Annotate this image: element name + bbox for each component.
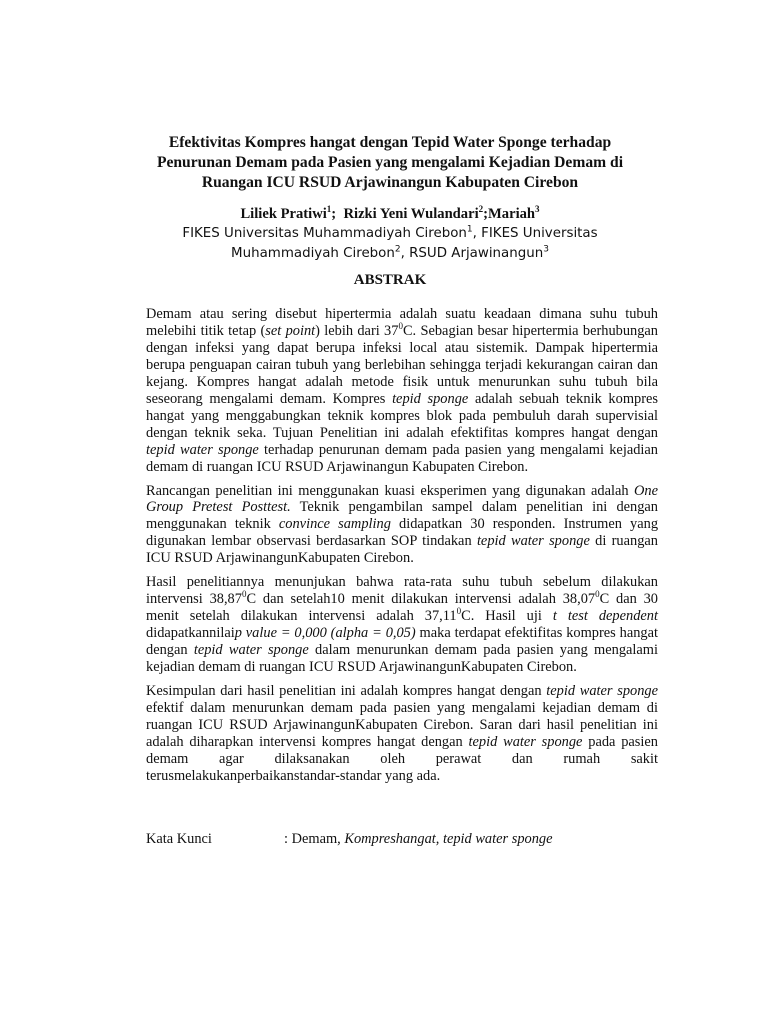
- keywords-label: Kata Kunci: [146, 831, 212, 847]
- p2-italic-2: convince sampling: [278, 516, 391, 533]
- p1-italic-2: tepid sponge: [392, 390, 469, 407]
- title-line-2: Penurunan Demam pada Pasien yang mengalami Kejadian Demam di: [156, 154, 624, 171]
- p1-degree-sup: 0: [398, 321, 403, 332]
- author-2-sup: 2: [478, 204, 484, 215]
- p4-italic-1: tepid water sponge: [546, 683, 658, 700]
- author-1: Liliek Pratiwi: [240, 206, 327, 222]
- p3-text-4: C. Hasil uji: [461, 608, 553, 625]
- paper-title: [120, 133, 660, 193]
- title-line-1: Efektivitas Kompres hangat dengan Tepid Water Sponge terhadap: [168, 134, 612, 151]
- p1-text-2: ) lebih dari 37: [315, 322, 399, 339]
- author-2: Rizki Yeni Wulandari: [343, 206, 479, 222]
- author-1-sup: 1: [326, 204, 332, 215]
- p3-italic-1: t test dependent: [552, 608, 658, 625]
- p4-text-3: pada pasien demam agar dilaksanakan oleh perawat dan rumah sakit terusmelakukanperbaikanstandar-standar yang ada.: [146, 733, 658, 784]
- p3-italic-3: tepid water sponge: [193, 642, 309, 659]
- p3-degree-sup-1: 0: [241, 589, 247, 600]
- author-separator-2: ;: [483, 206, 489, 222]
- abstract-paragraph-2: [146, 483, 658, 568]
- abstract-body: [146, 306, 658, 792]
- affiliation-2-sup: 2: [394, 244, 401, 255]
- author-names: [120, 205, 660, 224]
- p1-italic-3: tepid water sponge: [146, 441, 259, 458]
- author-block: [120, 205, 660, 264]
- p2-text-3: didapatkan 30 responden. Instrumen yang digunakan lembar observasi berdasarkan SOP tindakan: [146, 516, 659, 550]
- p3-text-3: C dan 30 menit setelah dilakukan intervensi adalah 37,11: [146, 591, 658, 625]
- affiliation-3-sup: 3: [543, 244, 549, 255]
- p3-text-6: maka terdapat efektifitas kompres hangat dengan: [146, 625, 658, 659]
- abstract-paragraph-3: [146, 574, 658, 676]
- p1-text-4: adalah sebuah teknik kompres hangat yang menggabungkan teknik kompres blok pada pembuluh darah supervisial dengan teknik seka. Tujuan Penelitian ini adalah efektifitas kompres hangat dengan: [146, 390, 658, 441]
- title-line-3: Ruangan ICU RSUD Arjawinangun Kabupaten Cirebon: [201, 174, 579, 191]
- author-3-sup: 3: [535, 204, 540, 215]
- abstract-paragraph-4: [146, 683, 658, 785]
- p3-text-2: C dan setelah10 menit dilakukan intervensi adalah 38,07: [246, 591, 596, 608]
- affiliation-line-2: [120, 244, 660, 264]
- p3-degree-sup-3: 0: [456, 606, 462, 617]
- p1-text-1: Demam atau sering disebut hipertermia adalah suatu keadaan dimana suhu tubuh melebihi titik tetap (: [146, 306, 658, 339]
- keywords-line: [146, 830, 658, 848]
- p2-text-2: Teknik pengambilan sampel dalam penelitian ini dengan menggunakan teknik: [146, 499, 658, 533]
- affiliation-line-1: [120, 224, 660, 244]
- affiliation-1-sup: 1: [466, 224, 473, 235]
- p1-italic-1: set point: [265, 322, 316, 339]
- p3-text-5: didapatkannilai: [146, 625, 235, 642]
- p2-text-1: Rancangan penelitian ini menggunakan kuasi eksperimen yang digunakan adalah: [146, 482, 635, 499]
- author-separator-1: ;: [331, 206, 344, 222]
- p3-italic-2: p value = 0,000 (alpha = 0,05): [234, 625, 416, 642]
- p1-text-5: terhadap penurunan demam pada pasien yang mengalami kejadian demam di ruangan ICU RSUD Arjawinangun Kabupaten Cirebon.: [146, 441, 658, 475]
- affiliation-1-rest: , FIKES Universitas: [472, 226, 598, 241]
- keywords-value: Kompreshangat, tepid water sponge: [344, 831, 553, 847]
- p1-text-3: C. Sebagian besar hipertermia berhubungan dengan infeksi yang dapat berupa infeksi local atau sistemik. Dampak hipertermia berupa penguapan cairan tubuh yang berlebihan sehingga terjadi kekurangan cairan dan kejang. Kompres hangat adalah metode fisik untuk menurunkan suhu tubuh bila seseorang mengalami demam. Kompres: [146, 322, 658, 407]
- keywords-colon: : Demam,: [284, 831, 345, 847]
- affiliation-2-text: Muhammadiyah Cirebon: [231, 246, 395, 261]
- p4-italic-2: tepid water sponge: [468, 733, 583, 750]
- p2-italic-1: One Group Pretest Posttest.: [146, 482, 658, 516]
- p4-text-1: Kesimpulan dari hasil penelitian ini adalah kompres hangat dengan: [146, 683, 547, 700]
- p3-text-1: Hasil penelitiannya menunjukan bahwa rata-rata suhu tubuh sebelum dilakukan intervensi 38,87: [146, 574, 658, 608]
- affiliation-1-text: FIKES Universitas Muhammadiyah Cirebon: [182, 226, 467, 241]
- author-3: Mariah: [488, 206, 536, 222]
- p4-text-2: efektif dalam menurunkan demam pada pasien yang mengalami kejadian demam di ruangan ICU RSUD ArjawinangunKabupaten Cirebon. Saran dari hasil penelitian ini adalah diharapkan intervensi kompres hangat dengan: [146, 699, 658, 750]
- p3-degree-sup-2: 0: [595, 589, 600, 600]
- abstract-heading: ABSTRAK: [353, 272, 427, 288]
- p2-italic-3: tepid water sponge: [476, 533, 590, 550]
- p2-text-4: di ruangan ICU RSUD ArjawinangunKabupaten Cirebon.: [146, 533, 658, 567]
- affiliation-2-rest: , RSUD Arjawinangun: [400, 246, 544, 261]
- p3-text-7: dalam menurunkan demam pada pasien yang mengalami kejadian demam di ruangan ICU RSUD ArjawinangunKabupaten Cirebon.: [146, 642, 658, 676]
- abstract-paragraph-1: [146, 306, 658, 476]
